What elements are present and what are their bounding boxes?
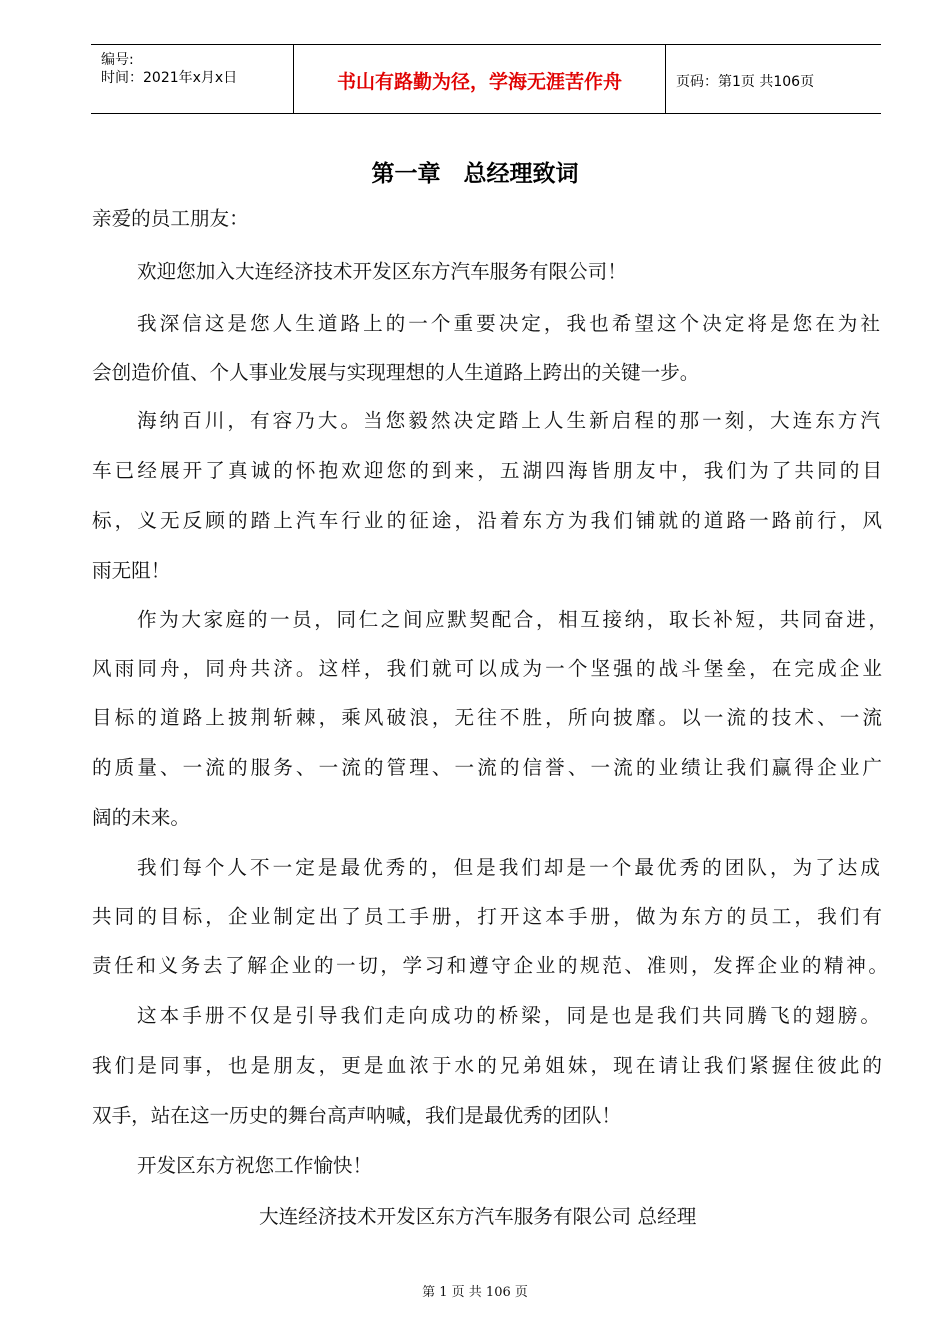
time-label: 时间：2021年x月x日 bbox=[101, 70, 238, 86]
paragraph-line: 阔的未来。 bbox=[92, 806, 190, 829]
paragraph-line: 会创造价值、个人事业发展与实现理想的人生道路上跨出的关键一步。 bbox=[92, 361, 700, 384]
code-label: 编号: bbox=[101, 52, 134, 68]
paragraph-line: 开发区东方祝您工作愉快！ bbox=[137, 1154, 373, 1177]
paragraph-line: 这本手册不仅是引导我们走向成功的桥梁，同是也是我们共同腾飞的翅膀。 bbox=[137, 1004, 880, 1027]
paragraph-line: 作为大家庭的一员，同仁之间应默契配合，相互接纳，取长补短，共同奋进， bbox=[137, 608, 888, 631]
paragraph-line: 海纳百川，有容乃大。当您毅然决定踏上人生新启程的那一刻，大连东方汽 bbox=[137, 409, 880, 432]
page-info: 页码：第1页 共106页 bbox=[676, 74, 815, 90]
header-motto: 书山有路勤为径，学海无涯苦作舟 bbox=[336, 71, 622, 93]
paragraph-line: 目标的道路上披荆斩棘，乘风破浪，无往不胜，所向披靡。以一流的技术、一流 bbox=[92, 706, 882, 729]
salutation: 亲爱的员工朋友： bbox=[92, 207, 249, 230]
paragraph-line: 共同的目标，企业制定出了员工手册，打开这本手册，做为东方的员工，我们有 bbox=[92, 905, 882, 928]
paragraph-line: 标，义无反顾的踏上汽车行业的征途，沿着东方为我们铺就的道路一路前行，风 bbox=[92, 509, 882, 532]
paragraph-line: 我们是同事，也是朋友，更是血浓于水的兄弟姐妹，现在请让我们紧握住彼此的 bbox=[92, 1054, 882, 1077]
paragraph-line: 风雨同舟，同舟共济。这样，我们就可以成为一个坚强的战斗堡垒，在完成企业 bbox=[92, 657, 882, 680]
header-divider bbox=[665, 45, 666, 113]
paragraph-line: 的质量、一流的服务、一流的管理、一流的信誉、一流的业绩让我们赢得企业广 bbox=[92, 756, 882, 779]
signature-line: 大连经济技术开发区东方汽车服务有限公司 总经理 bbox=[259, 1205, 697, 1228]
paragraph-line: 双手，站在这一历史的舞台高声呐喊，我们是最优秀的团队！ bbox=[92, 1104, 622, 1127]
chapter-title: 第一章 总经理致词 bbox=[371, 161, 579, 187]
paragraph-line: 我们每个人不一定是最优秀的，但是我们却是一个最优秀的团队，为了达成 bbox=[137, 856, 880, 879]
paragraph-line: 我深信这是您人生道路上的一个重要决定，我也希望这个决定将是您在为社 bbox=[137, 312, 880, 335]
paragraph-line: 欢迎您加入大连经济技术开发区东方汽车服务有限公司！ bbox=[137, 260, 627, 283]
page-footer: 第 1 页 共 106 页 bbox=[422, 1285, 528, 1300]
paragraph-line: 责任和义务去了解企业的一切，学习和遵守企业的规范、准则，发挥企业的精神。 bbox=[92, 954, 888, 977]
header-table bbox=[91, 44, 881, 114]
paragraph-line: 雨无阻！ bbox=[92, 559, 171, 582]
paragraph-line: 车已经展开了真诚的怀抱欢迎您的到来，五湖四海皆朋友中，我们为了共同的目 bbox=[92, 459, 882, 482]
